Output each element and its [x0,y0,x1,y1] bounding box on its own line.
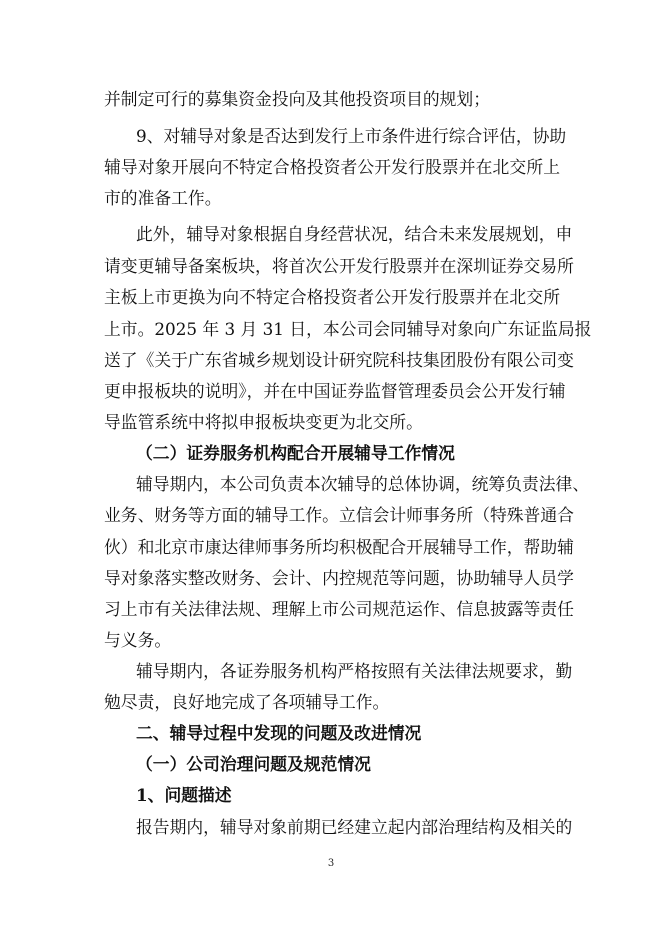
text-line: 请变更辅导备案板块，将首次公开发行股票并在深圳证券交易所 [104,256,574,276]
text-line: 导对象落实整改财务、会计、内控规范等问题，协助辅导人员学 [104,568,574,588]
text-line: 并制定可行的募集资金投向及其他投资项目的规划； [104,89,490,109]
text-line: 辅导期内，本公司负责本次辅导的总体协调，统筹负责法律、 [136,474,590,494]
text-line: 辅导对象开展向不特定合格投资者公开发行股票并在北交所上 [104,157,560,177]
section-heading: 二、辅导过程中发现的问题及改进情况 [136,723,422,743]
text-line: 勉尽责，良好地完成了各项辅导工作。 [104,692,390,712]
item-heading: 1、问题描述 [136,785,232,805]
text-line: 上市。2025 年 3 月 31 日，本公司会同辅导对象向广东证监局报 [104,319,592,339]
text-line: 伙）和北京市康达律师事务所均积极配合开展辅导工作，帮助辅 [104,537,574,557]
text-line: 导监管系统中将拟申报板块变更为北交所。 [104,412,423,432]
text-line: 与义务。 [104,630,172,650]
text-line: 业务、财务等方面的辅导工作。立信会计师事务所（特殊普通合 [104,505,574,525]
text-line: 此外，辅导对象根据自身经营状况，结合未来发展规划，申 [136,224,573,244]
text-line: 9、对辅导对象是否达到发行上市条件进行综合评估，协助 [136,126,567,146]
text-line: 辅导期内，各证券服务机构严格按照有关法律法规要求，勤 [136,661,573,681]
text-line: 更申报板块的说明》，并在中国证券监督管理委员会公开发行辅 [104,381,566,401]
page-number: 3 [327,858,335,869]
text-line: 主板上市更换为向不特定合格投资者公开发行股票并在北交所 [104,287,560,307]
text-line: 送了《关于广东省城乡规划设计研究院科技集团股份有限公司变 [104,350,574,370]
text-line: 习上市有关法律法规、理解上市公司规范运作、信息披露等责任 [104,599,574,619]
section-heading: （二）证券服务机构配合开展辅导工作情况 [136,443,455,463]
subsection-heading: （一）公司治理问题及规范情况 [136,754,371,774]
text-line: 市的准备工作。 [104,188,222,208]
text-line: 报告期内，辅导对象前期已经建立起内部治理结构及相关的 [136,817,573,837]
